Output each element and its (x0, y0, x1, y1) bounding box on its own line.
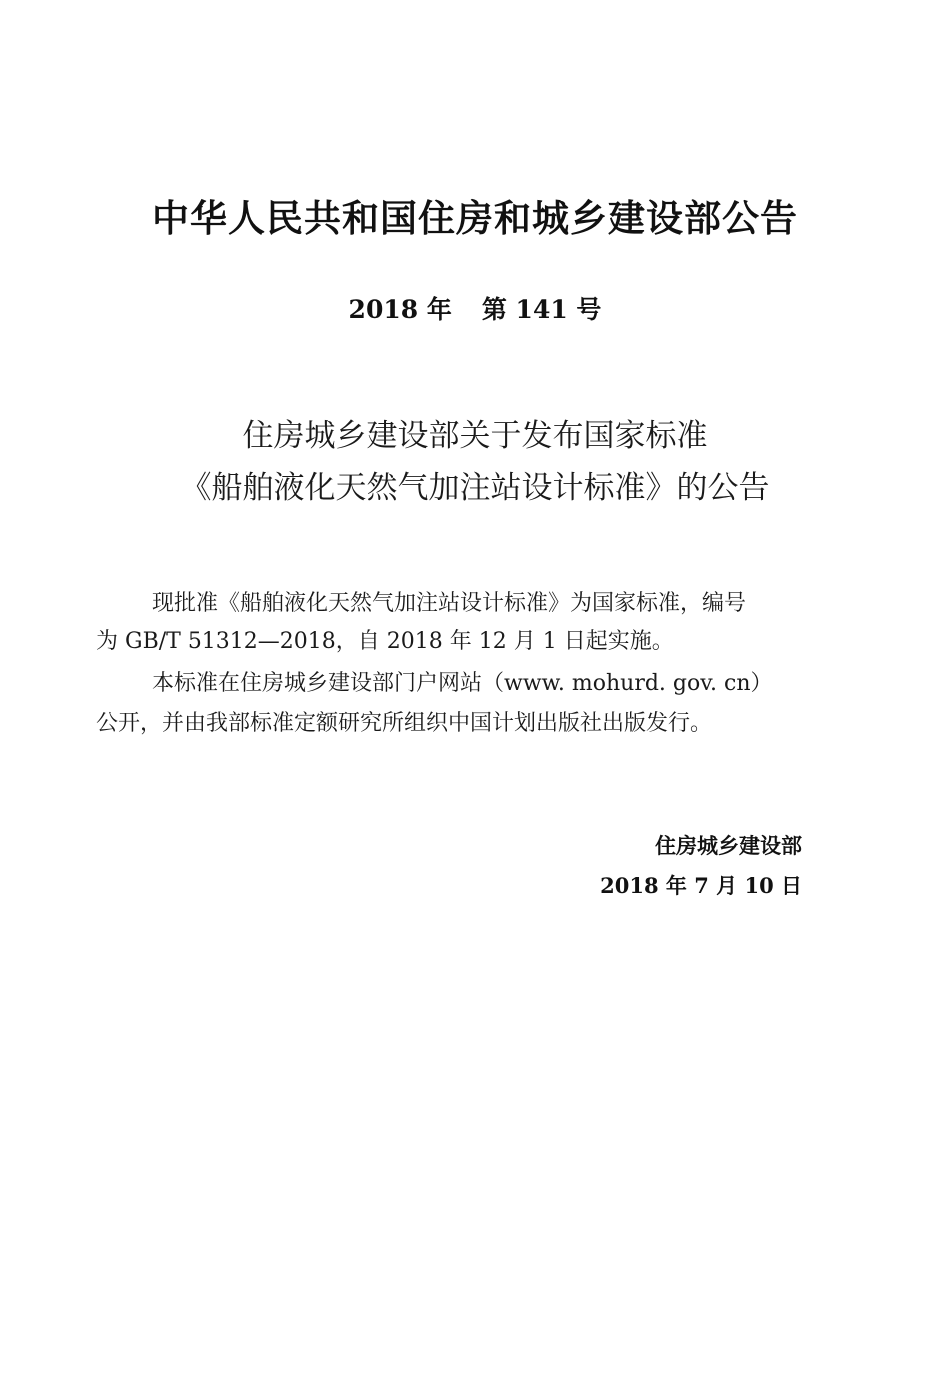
announcement-header: 中华人民共和国住房和城乡建设部公告 (152, 197, 798, 240)
notice-title-line-1: 住房城乡建设部关于发布国家标准 (242, 418, 708, 454)
issue-year: 2018 年 (348, 295, 452, 324)
paragraph-1-line-1: 现批准《船舶液化天然气加注站设计标准》为国家标准，编号 (152, 591, 747, 616)
paragraph-1-line-2: 为 GB/T 51312—2018，自 2018 年 12 月 1 日起实施。 (96, 629, 674, 654)
issue-number (0, 290, 950, 326)
signature-organization: 住房城乡建设部 (655, 834, 802, 858)
signature-date: 2018 年 7 月 10 日 (600, 873, 802, 898)
issue-serial: 第 141 号 (481, 295, 602, 324)
notice-title-line-2: 《船舶液化天然气加注站设计标准》的公告 (180, 470, 770, 506)
paragraph-2-line-2: 公开，并由我部标准定额研究所组织中国计划出版社出版发行。 (96, 711, 713, 736)
paragraph-2-line-1: 本标准在住房城乡建设部门户网站（www. mohurd. gov. cn） (152, 671, 773, 696)
